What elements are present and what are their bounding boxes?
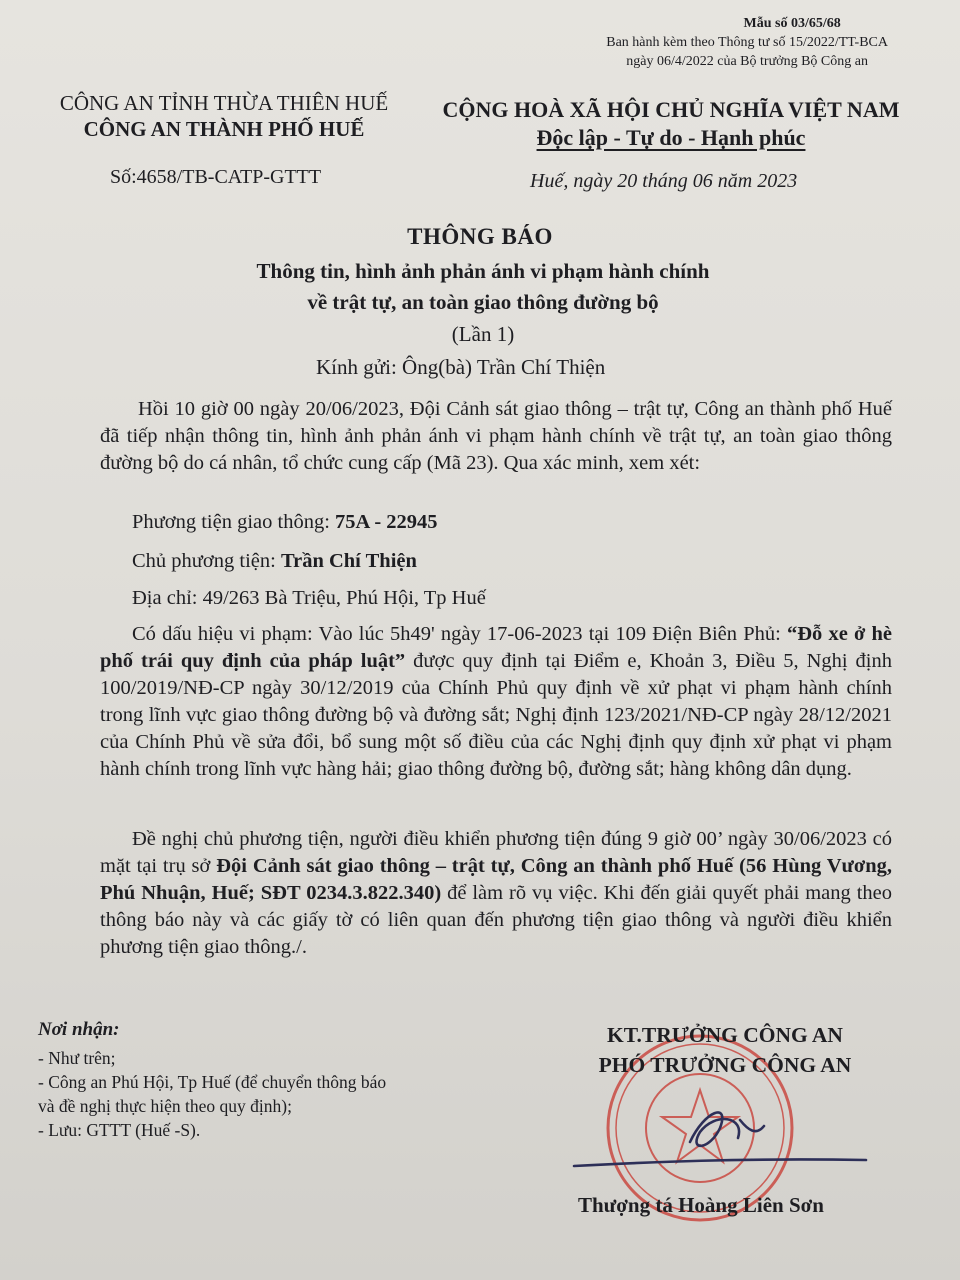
vehicle-label: Phương tiện giao thông:	[132, 511, 336, 533]
signer-name: Thượng tá Hoàng Liên Sơn	[578, 1193, 824, 1217]
signature-title	[560, 1020, 890, 1080]
document-number: Số:4658/TB-CATP-GTTT	[110, 166, 322, 188]
receiver-item: - Công an Phú Hội, Tp Huế (để chuyển thông báo	[38, 1072, 387, 1092]
nation-title: CỘNG HOÀ XÃ HỘI CHỦ NGHĨA VIỆT NAM	[442, 97, 900, 122]
request-lead: Đề nghị chủ phương tiện, người điều khiển phương tiện đúng 9 giờ 00’ ngày 30/06/2023 có mặt tại trụ sở	[100, 828, 892, 877]
subtitle-line-1: Thông tin, hình ảnh phản ánh vi phạm hành chính	[256, 259, 710, 283]
form-reference	[606, 14, 888, 71]
violation-lead: Có dấu hiệu vi phạm: Vào lúc 5h49' ngày 17-06-2023 tại 109 Điện Biên Phủ:	[132, 623, 787, 645]
org-line-2: CÔNG AN THÀNH PHỐ HUẾ	[83, 117, 365, 141]
notice-round: (Lần 1)	[451, 322, 515, 346]
national-motto: Độc lập - Tự do - Hạnh phúc	[536, 125, 806, 150]
handwritten-signature	[570, 1080, 870, 1180]
request-rest: để làm rõ vụ việc. Khi đến giải quyết phải mang theo thông báo này và các giấy tờ có liên quan đến phương tiện giao thông và người điều khiển phương tiện giao thông./.	[100, 882, 892, 958]
receivers-block	[38, 1018, 386, 1142]
sign-line-2: PHÓ TRƯỞNG CÔNG AN	[598, 1053, 852, 1077]
paragraph-request	[100, 826, 892, 961]
sign-line-1: KT.TRƯỞNG CÔNG AN	[607, 1023, 843, 1047]
paragraph-intro: Hồi 10 giờ 00 ngày 20/06/2023, Đội Cảnh sát giao thông – trật tự, Công an thành phố Huế đã tiếp nhận thông tin, hình ảnh phản ánh vi phạm hành chính về trật tự, an toàn giao thông đường bộ do cá nhân, tổ chức cung cấp (Mã 23). Qua xác minh, xem xét:	[100, 398, 892, 474]
form-note-2: ngày 06/4/2022 của Bộ trưởng Bộ Công an	[626, 54, 868, 69]
paragraph-violation	[100, 621, 892, 783]
owner-field	[132, 550, 417, 573]
address-field	[132, 587, 486, 610]
issuing-organization	[48, 90, 400, 142]
owner-name: Trần Chí Thiện	[280, 550, 417, 572]
violation-description: “Đỗ xe ở hè phố trái quy định của pháp luật”	[100, 623, 892, 672]
address-label: Địa chỉ:	[132, 587, 203, 609]
form-note-1: Ban hành kèm theo Thông tư số 15/2022/TT-BCA	[606, 35, 888, 50]
national-header	[436, 96, 906, 152]
receiver-item: - Lưu: GTTT (Huế -S).	[38, 1120, 201, 1140]
document-subtitle	[0, 256, 960, 318]
receiver-item: và đề nghị thực hiện theo quy định);	[38, 1096, 292, 1116]
subtitle-line-2: về trật tự, an toàn giao thông đường bộ	[307, 290, 659, 314]
violation-legal-basis: được quy định tại Điểm e, Khoản 3, Điều 5, Nghị định 100/2019/NĐ-CP ngày 30/12/2019 của Chính Phủ quy định về xử phạt vi phạm hành chính trong lĩnh vực giao thông đường bộ và đường sắt; Nghị định 123/2021/NĐ-CP ngày 28/12/2021 của Chính Phủ về sửa đổi, bổ sung một số điều của các Nghị định quy định xử phạt vi phạm hành chính trong lĩnh vực hàng hải; giao thông đường bộ, đường sắt; hàng không dân dụng.	[100, 650, 892, 780]
form-code: Mẫu số 03/65/68	[743, 16, 841, 31]
document-date: Huế, ngày 20 tháng 06 năm 2023	[530, 170, 798, 192]
address-value: 49/263 Bà Triệu, Phú Hội, Tp Huế	[202, 587, 486, 609]
vehicle-plate: 75A - 22945	[335, 511, 438, 533]
org-line-1: CÔNG AN TỈNH THỪA THIÊN HUẾ	[59, 91, 389, 115]
recipient-line: Kính gửi: Ông(bà) Trần Chí Thiện	[316, 355, 606, 379]
receiver-item: - Như trên;	[38, 1048, 116, 1068]
document-title: THÔNG BÁO	[407, 224, 553, 249]
vehicle-field	[132, 511, 438, 534]
owner-label: Chủ phương tiện:	[132, 550, 281, 572]
receivers-heading: Nơi nhận:	[38, 1019, 120, 1040]
request-location: Đội Cảnh sát giao thông – trật tự, Công an thành phố Huế (56 Hùng Vương, Phú Nhuận, Huế; SĐT 0234.3.822.340)	[100, 855, 892, 904]
